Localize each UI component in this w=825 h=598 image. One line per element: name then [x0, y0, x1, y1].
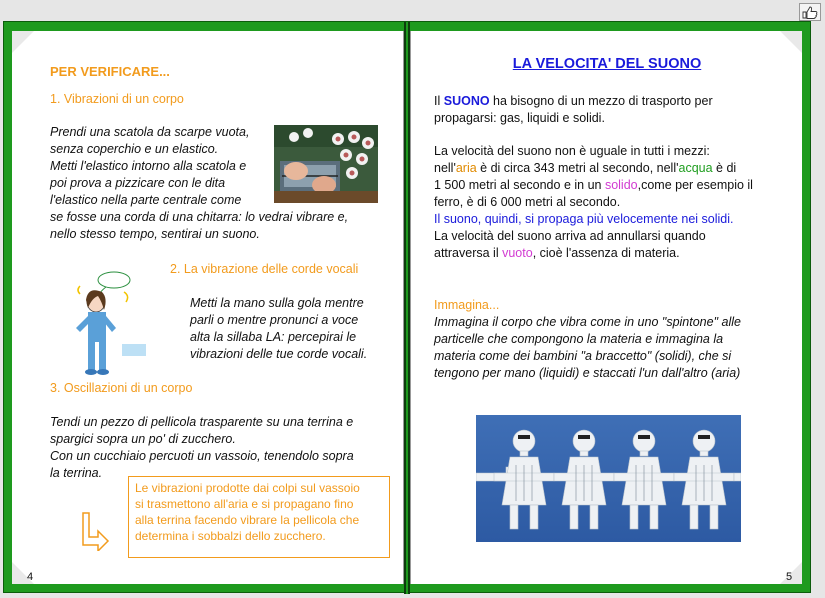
section-heading: PER VERIFICARE... — [50, 64, 170, 79]
book — [3, 21, 811, 593]
imagine-text: Immagina il corpo che vibra come in uno "spintone" alle particelle che compongono la materia e immagina la materia come dei bambini "a braccetto" (solidi), che si tengono per mano (liquidi) e staccati l'un dall'altro (aria) — [434, 315, 741, 380]
right-page[interactable] — [410, 31, 802, 584]
thumbs-up-button[interactable] — [799, 3, 821, 21]
section2-title: 2. La vibrazione delle corde vocali — [170, 262, 359, 276]
thumbs-up-icon — [802, 6, 818, 19]
section2-text: Metti la mano sulla gola mentre parli o mentre pronunci a voce alta la sillaba LA: percepirai le vibrazioni delle tue corde vocali. — [190, 296, 368, 361]
left-page[interactable] — [12, 31, 404, 584]
page-number: 4 — [27, 571, 34, 583]
paragraph-sound-medium: Il SUONO ha bisogno di un mezzo di trasporto per propagarsi: gas, liquidi e solidi. — [434, 94, 713, 125]
paper-dolls-image — [476, 415, 741, 542]
section3-text: Tendi un pezzo di pellicola trasparente su una terrina e spargici sopra un po' di zucchero. Con un cucchiaio percuoti un vassoio, tenendolo sopra la terrina. — [50, 415, 354, 480]
section1-title: 1. Vibrazioni di un corpo — [50, 92, 184, 106]
paragraph-sound-speed: La velocità del suono non è uguale in tutti i mezzi: nell'aria è di circa 343 metri al secondo, nell'acqua è di 1 500 metri al secondo e in un solido,come per esempio il ferro, è di 6 000 metri al secondo. Il suono, quindi, si propaga più velocemente nei solidi. La velocità del suono arriva ad annullarsi quando attraversa il vuoto, cioè l'assenza di materia. — [434, 144, 753, 260]
section3-title: 3. Oscillazioni di un corpo — [50, 381, 193, 395]
shoebox-photo — [274, 125, 378, 203]
child-drawing — [64, 266, 154, 376]
page-corner-top-right[interactable] — [780, 31, 802, 53]
explanation-callout: Le vibrazioni prodotte dai colpi sul vassoio si trasmettono all'aria e si propagano fino alla terrina facendo vibrare la pellicola che determina i sobbalzi dello zucchero. — [128, 476, 390, 558]
page-number: 5 — [786, 571, 793, 583]
arrow-down-right-icon — [80, 511, 110, 556]
page-corner-top-left[interactable] — [12, 31, 34, 53]
imagine-title: Immagina... — [434, 298, 500, 312]
page-title: LA VELOCITA' DEL SUONO — [512, 56, 702, 72]
section1-text: Prendi una scatola da scarpe vuota, senza coperchio e un elastico. Metti l'elastico intorno alla scatola e poi prova a pizzicare con le dita l'elastico nella parte centrale come se fosse una corda di una chitarra: lo vedrai vibrare e, nello stesso tempo, sentirai un suono. — [50, 125, 349, 241]
